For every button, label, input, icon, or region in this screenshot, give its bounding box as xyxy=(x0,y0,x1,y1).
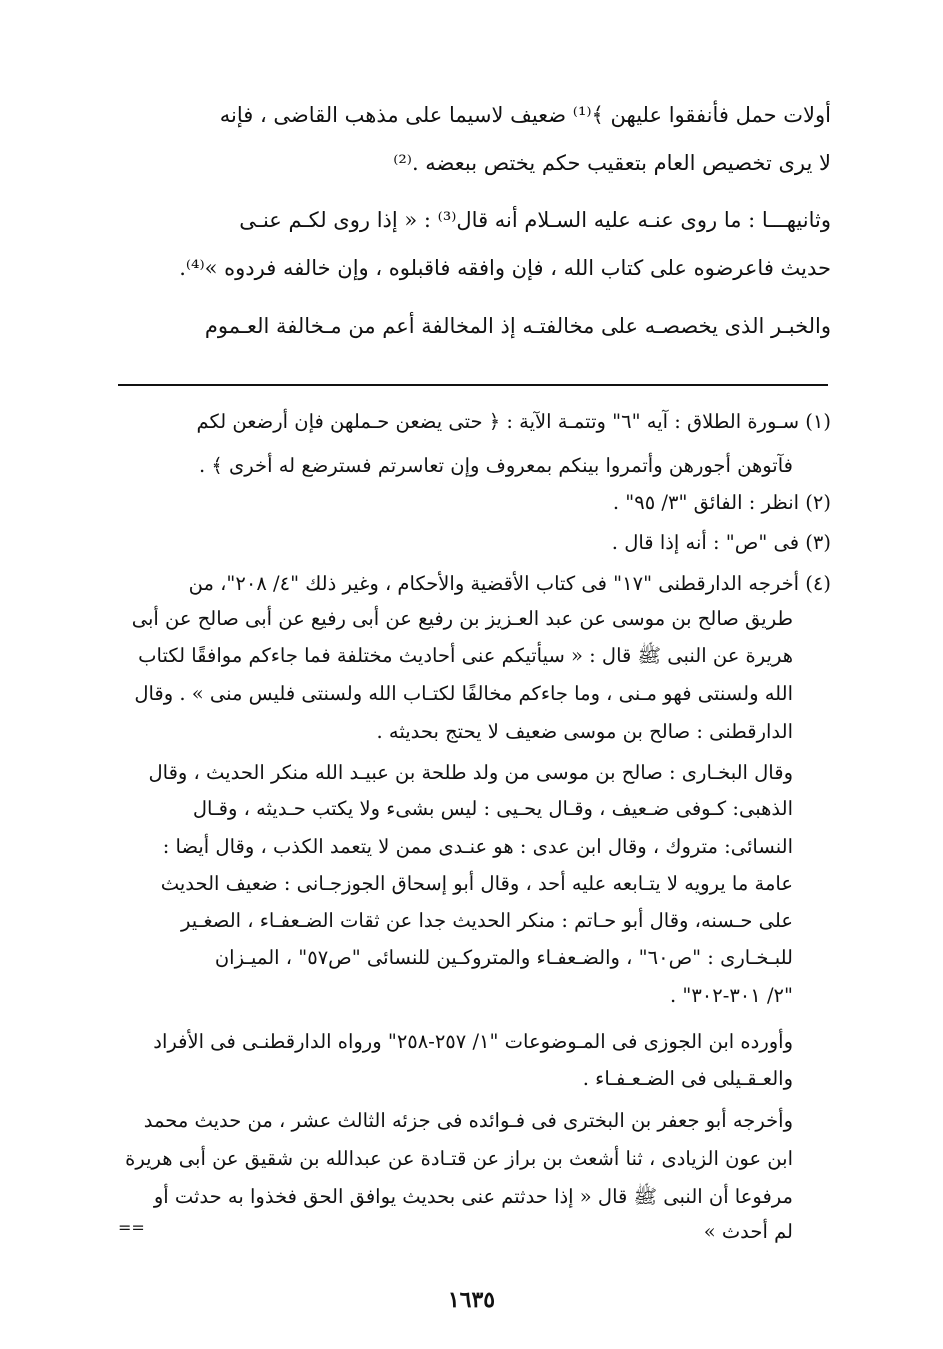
footnote-line: النسائى: متروك ، وقال ابن عدى : هو عنـدى ممن لا يتعمد الكذب ، وقال أيضا : xyxy=(162,835,793,858)
main-text-line: لا يرى تخصيص العام بتعقيب حكم يختص ببعضه .⁽²⁾ xyxy=(393,151,831,175)
footnote-line: وأخرجه أبو جعفر بن البخترى فى فـوائده فى جزئه الثالث عشر ، من حديث محمد xyxy=(143,1109,793,1132)
main-text-line: وثانيهـــا : ما روى عنـه عليه السـلام أنه قال⁽³⁾ : « إذا روى لكـم عنـى xyxy=(239,208,831,232)
main-text-line: والخبـر الذى يخصصـه على مخالفتـه إذ المخالفة أعم من مـخالفة العـموم xyxy=(204,314,831,338)
main-text-line: أولات حمل فأنفقوا عليهن ﴾⁽¹⁾ ضعيف لاسيما على مذهب القاضى ، فإنه xyxy=(219,103,831,127)
footnote-line: (١) سـورة الطلاق : آيه "٦" وتتمـة الآية : ﴿ حتى يضعن حـملهن فإن أرضعن لكم xyxy=(196,410,831,433)
footnote-line: فآتوهن أجورهن وأتمروا بينكم بمعروف وإن تعاسرتم فسترضع له أخرى ﴾ . xyxy=(199,454,793,477)
footnote-line: ابن عون الزيادى ، ثنا أشعث بن براز عن قتـادة عن عبدالله بن شقيق عن أبى هريرة xyxy=(125,1147,793,1170)
footnote-separator xyxy=(118,384,828,386)
footnote-line: "٢/ ٣٠١-٣٠٢" . xyxy=(669,984,793,1007)
footnote-line: طريق صالح بن موسى عن عبد العـزيز بن رفيع عن أبى رفيع عن أبى صالح عن أبى xyxy=(131,607,793,630)
footnote-line: لم أحدث » xyxy=(703,1220,793,1243)
footnote-line: وقال البخـارى : صالح بن موسى من ولد طلحة بن عبيـد الله منكر الحديث ، وقال xyxy=(148,761,793,784)
footnote-line: على حـسنه، وقال أبو حـاتم : منكر الحديث جدا عن ثقات الضـعفـاء ، الصغـير xyxy=(181,909,793,932)
footnote-line: الذهبى: كـوفى ضـعيف ، وقـال يحـيى : ليس بشىء ولا يكتب حـديثه ، وقـال xyxy=(192,797,793,820)
footnote-line: (٤) أخرجه الدارقطنى "١٧" فى كتاب الأقضية والأحكام ، وغير ذلك "٤/ ٢٠٨"، من xyxy=(188,572,831,595)
footnote-line: للبـخـارى : "ص٦٠" ، والضـعفـاء والمتروكـين للنسائى "ص٥٧" ، الميـزان xyxy=(214,946,793,969)
page-number: ١٦٣٥ xyxy=(447,1287,496,1313)
main-text-line: حديث فاعرضوه على كتاب الله ، فإن وافقه فاقبلوه ، وإن خالفه فردوه »⁽⁴⁾. xyxy=(179,256,831,280)
footnote-line: الله ولسنتى فهو مـنى ، وما جاءكم مخالفًا لكتـاب الله ولسنتى فليس منى » . وقال xyxy=(134,682,793,705)
footnote-line: مرفوعا أن النبى ﷺ قال « إذا حدثتم عنى بحديث يوافق الحق فخذوا به حدثت أو xyxy=(153,1185,793,1208)
footnote-line: (٢) انظر : الفائق "٣/ ٩٥" . xyxy=(612,491,831,514)
footnote-line: هريرة عن النبى ﷺ قال : « سيأتيكم عنى أحاديث مختلفة فما جاءكم موافقًا لكتاب xyxy=(138,644,793,667)
footnote-line: والعـقـيلى فى الضـعـفـاء . xyxy=(582,1067,793,1090)
footnote-line: (٣) فى "ص" : أنه إذا قال . xyxy=(611,531,831,554)
footnote-line: عامة ما يرويه لا يتـابعه عليه أحد ، وقال أبو إسحاق الجوزجـانى : ضعيف الحديث xyxy=(160,872,793,895)
footnote-line: الدارقطنى : صالح بن موسى ضعيف لا يحتج بحديثه . xyxy=(376,720,793,743)
footnote-line: وأورده ابن الجوزى فى المـوضوعات "١/ ٢٥٧-٢٥٨" ورواه الدارقطنـى فى الأفراد xyxy=(153,1030,793,1053)
continuation-mark: == xyxy=(118,1218,145,1237)
